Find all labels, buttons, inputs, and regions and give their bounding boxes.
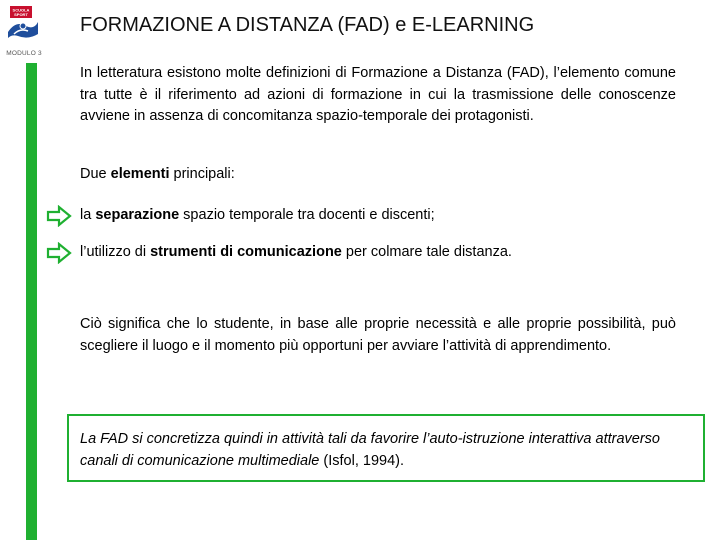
scuola-dello-sport-logo	[4, 4, 40, 44]
bullet-after: per colmare tale distanza.	[341, 244, 512, 260]
svg-text:SCUOLA: SCUOLA	[12, 7, 30, 13]
arrow-right-icon	[46, 242, 72, 264]
elements-intro-before: Due	[80, 166, 111, 182]
module-label: MODULO 3	[6, 50, 42, 57]
bullet-arrow	[46, 205, 72, 227]
bullet-item-separation	[80, 207, 435, 223]
elements-intro	[80, 164, 676, 186]
accent-bar	[26, 63, 37, 540]
bullet-item-tools	[80, 244, 512, 260]
meaning-paragraph: Ciò significa che lo studente, in base alle proprie necessità e alle proprie possibilità, può scegliere il luogo e il momento più opportuni per avviare l’attività di apprendimento.	[80, 316, 676, 354]
bullet-bold: separazione	[95, 207, 180, 223]
intro-paragraph: In letteratura esistono molte definizioni di Formazione a Distanza (FAD), l’elemento comune tra tutte è il riferimento ad azioni di formazione in cui la trasmissione delle conoscenze avviene in assenza di concomitanza spazio-temporale dei protagonisti.	[80, 65, 676, 124]
elements-intro-after: principali:	[169, 166, 235, 182]
svg-text:SPORT: SPORT	[14, 12, 28, 17]
quote-citation: (Isfol, 1994).	[319, 453, 404, 469]
definition-quote	[80, 428, 700, 472]
bullet-after: spazio temporale tra docenti e discenti;	[179, 207, 435, 223]
quote-italic: La FAD si concretizza quindi in attività tali da favorire l’auto-istruzione interattiva attraverso canali di comunicazione multimediale	[80, 431, 660, 469]
bullet-before: l’utilizzo di	[80, 244, 151, 260]
bullet-before: la	[80, 207, 96, 223]
page-title: FORMAZIONE A DISTANZA (FAD) e E-LEARNING	[80, 14, 535, 36]
bullet-arrow	[46, 242, 72, 264]
elements-intro-bold: elementi	[110, 166, 170, 182]
bullet-bold: strumenti di comunicazione	[150, 244, 342, 260]
arrow-right-icon	[46, 205, 72, 227]
